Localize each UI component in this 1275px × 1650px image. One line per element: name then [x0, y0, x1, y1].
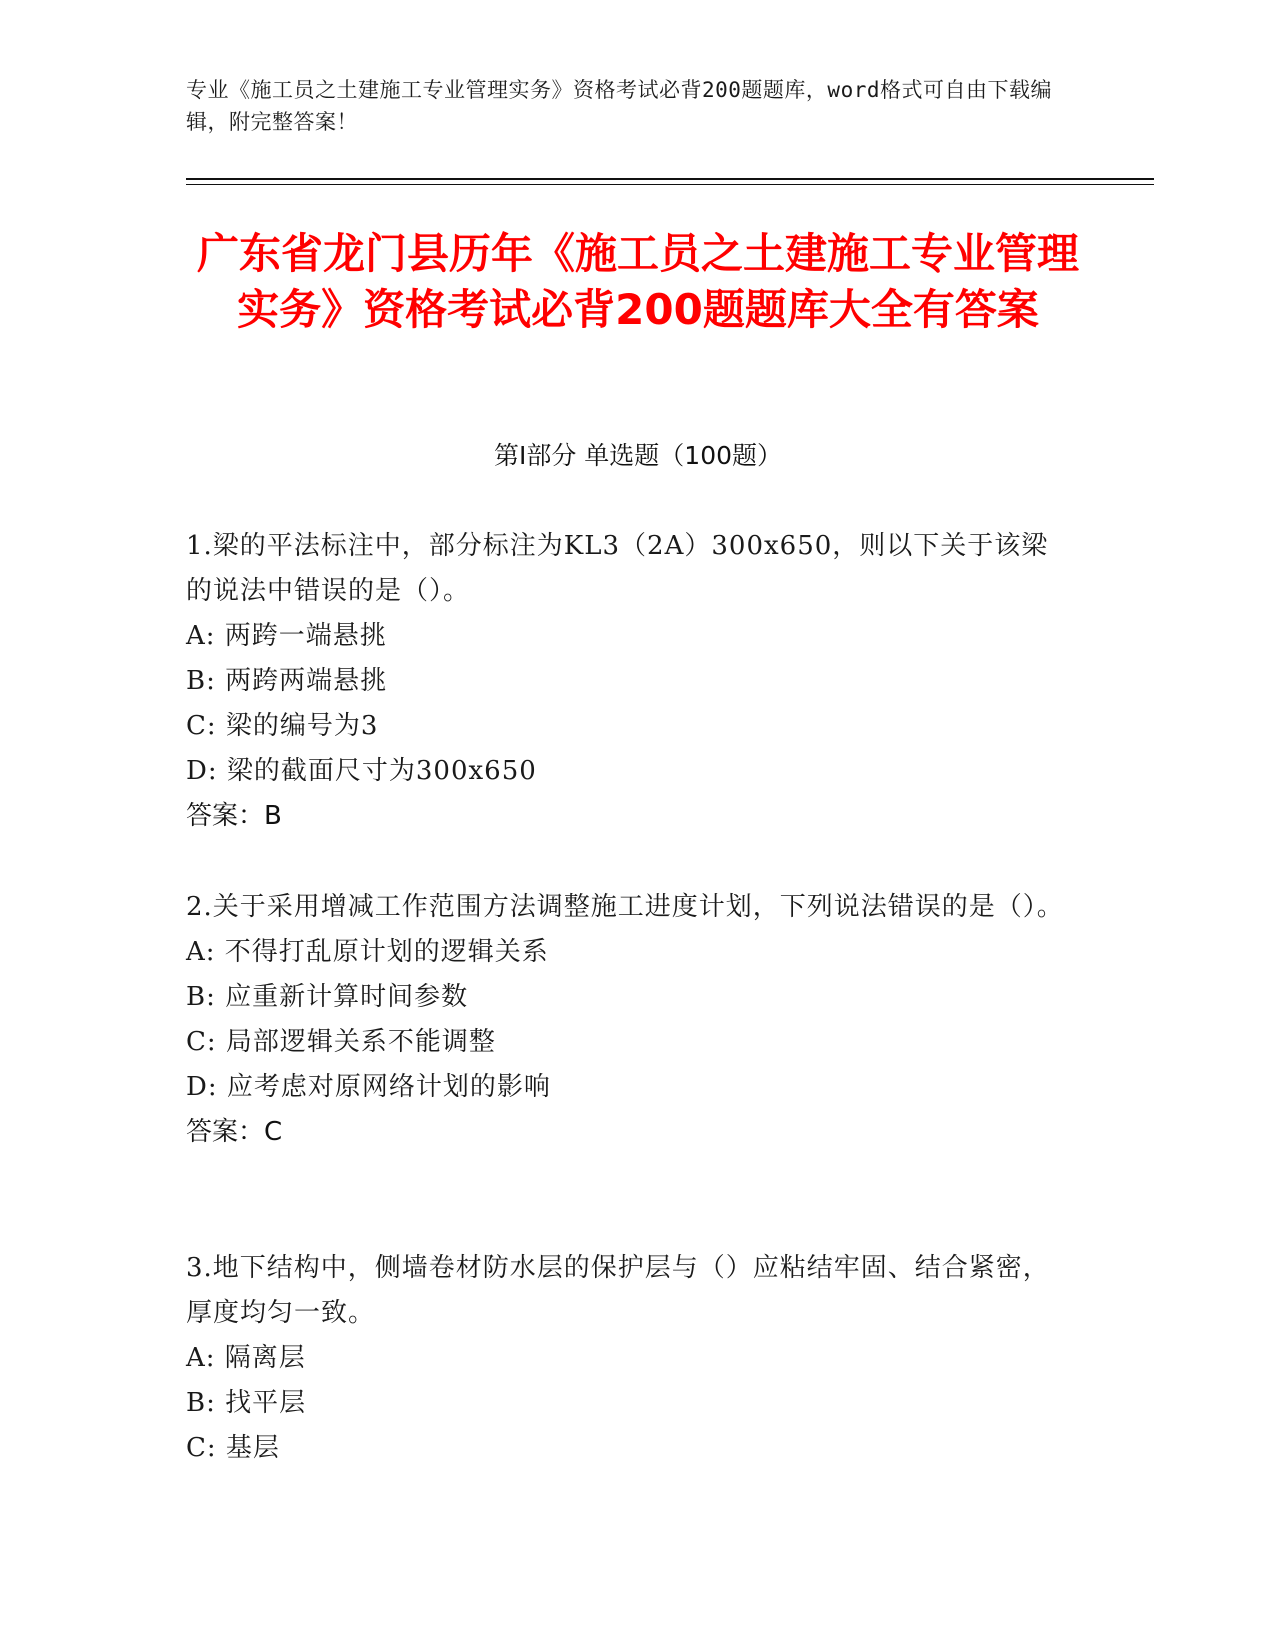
question-3: [186, 1246, 1066, 1471]
option-c: C: 梁的编号为3: [186, 711, 379, 741]
header-note: 专业《施工员之土建施工专业管理实务》资格考试必背200题题库，word格式可自由下载编辑，附完整答案！: [186, 78, 1052, 134]
option-b: B: 应重新计算时间参数: [186, 982, 469, 1012]
option-a: A: 隔离层: [186, 1343, 306, 1373]
answer-line: 答案：B: [186, 801, 282, 831]
question-1: [186, 524, 1066, 839]
section-title: 第I部分 单选题（100题）: [493, 441, 783, 470]
option-c: C: 局部逻辑关系不能调整: [186, 1027, 496, 1057]
header-rule-thick: [186, 178, 1154, 180]
option-d: D: 梁的截面尺寸为300x650: [186, 756, 537, 786]
question-2: [186, 885, 1066, 1155]
option-a: A: 不得打乱原计划的逻辑关系: [186, 937, 549, 967]
header-rule-thin: [186, 184, 1154, 185]
option-b: B: 找平层: [186, 1388, 307, 1418]
question-stem: 3.地下结构中，侧墙卷材防水层的保护层与（）应粘结牢固、结合紧密，厚度均匀一致。: [186, 1253, 1050, 1328]
option-b: B: 两跨两端悬挑: [186, 666, 388, 696]
option-a: A: 两跨一端悬挑: [186, 621, 387, 651]
option-d: D: 应考虑对原网络计划的影响: [186, 1072, 551, 1102]
option-c: C: 基层: [186, 1433, 280, 1463]
question-stem: 1.梁的平法标注中，部分标注为KL3（2A）300x650，则以下关于该梁的说法中错误的是（）。: [186, 531, 1049, 606]
document-title: 广东省龙门县历年《施工员之土建施工专业管理实务》资格考试必背200题题库大全有答案: [196, 229, 1079, 334]
question-stem: 2.关于采用增减工作范围方法调整施工进度计划，下列说法错误的是（）。: [186, 892, 1064, 922]
answer-line: 答案：C: [186, 1117, 283, 1147]
